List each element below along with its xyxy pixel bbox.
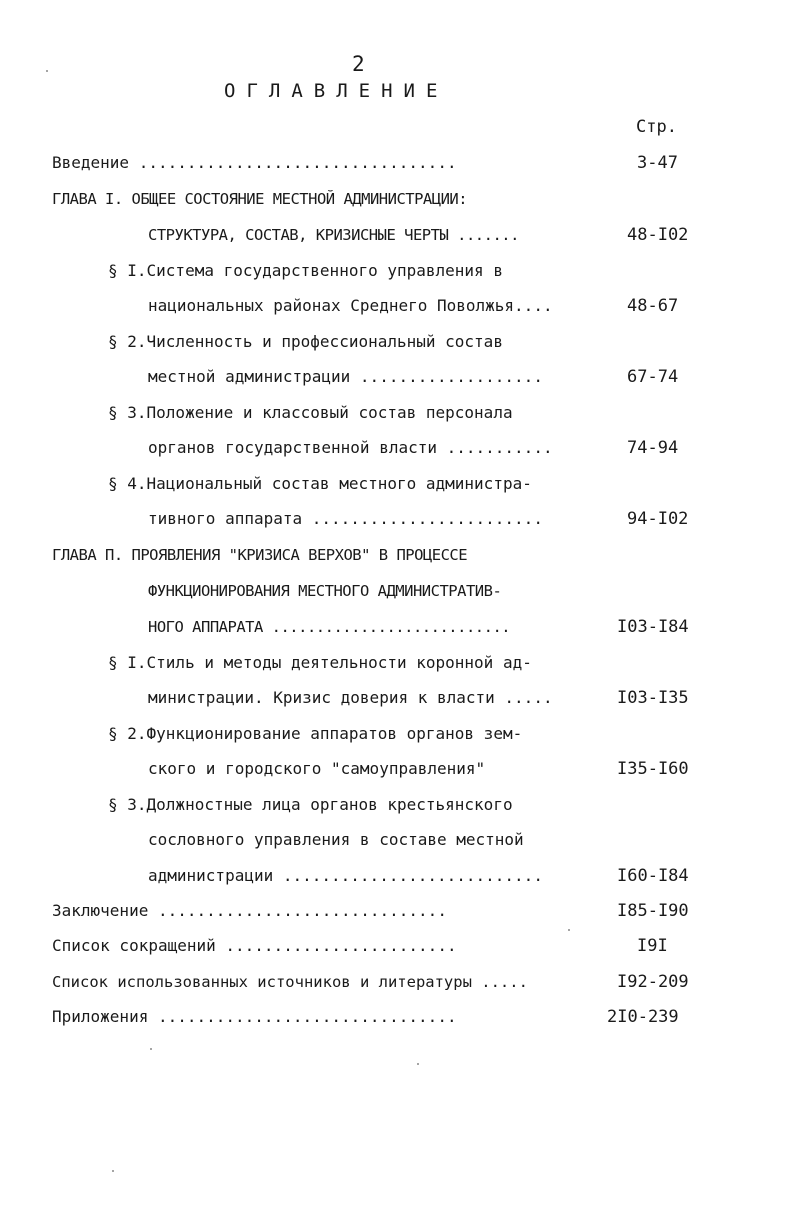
toc-chapter-1-line2: СТРУКТУРА, СОСТАВ, КРИЗИСНЫЕ ЧЕРТЫ .......: [148, 226, 519, 244]
toc-pages-ch2-section-2: I35-I60: [617, 759, 689, 779]
pages-column-label: Стр.: [636, 117, 677, 137]
scan-speck: [568, 929, 570, 931]
toc-pages-abbreviations: I9I: [637, 936, 668, 956]
toc-chapter-2-line3: НОГО АППАРАТА ...........................: [148, 618, 511, 636]
toc-pages-intro: 3-47: [637, 153, 678, 173]
scan-speck: [46, 70, 48, 72]
page-number: 2: [352, 52, 365, 76]
toc-ch1-section-2-line2: местной администрации ...................: [148, 367, 543, 386]
scan-speck: [112, 1170, 114, 1172]
toc-pages-ch2-section-3: I60-I84: [617, 866, 689, 886]
toc-entry-intro: Введение .................................: [52, 153, 457, 172]
toc-ch2-section-3-line1: § 3.Должностные лица органов крестьянского: [108, 795, 513, 814]
toc-ch2-section-3-line3: администрации ...........................: [148, 866, 543, 885]
toc-entry-sources: Список использованных источников и литературы .....: [52, 973, 528, 991]
toc-entry-conclusion: Заключение ..............................: [52, 901, 447, 920]
toc-pages-chapter-2: I03-I84: [617, 617, 689, 637]
toc-pages-ch1-section-4: 94-I02: [627, 509, 689, 529]
toc-entry-appendix: Приложения ...............................: [52, 1007, 457, 1026]
toc-ch2-section-1-line2: министрации. Кризис доверия к власти .....: [148, 688, 553, 707]
toc-ch1-section-3-line2: органов государственной власти ...........: [148, 438, 553, 457]
toc-ch2-section-1-line1: § I.Стиль и методы деятельности коронной ад-: [108, 653, 532, 672]
toc-ch1-section-4-line1: § 4.Национальный состав местного администра-: [108, 474, 532, 493]
toc-pages-conclusion: I85-I90: [617, 901, 689, 921]
toc-pages-ch2-section-1: I03-I35: [617, 688, 689, 708]
toc-pages-chapter-1: 48-I02: [627, 225, 689, 245]
toc-pages-appendix: 2I0-239: [607, 1007, 679, 1027]
page-title: ОГЛАВЛЕНИЕ: [224, 80, 449, 102]
toc-ch1-section-3-line1: § 3.Положение и классовый состав персонала: [108, 403, 513, 422]
toc-pages-sources: I92-209: [617, 972, 689, 992]
toc-ch2-section-2-line2: ского и городского "самоуправления": [148, 759, 486, 778]
toc-ch1-section-4-line2: тивного аппарата ........................: [148, 509, 543, 528]
toc-ch2-section-3-line2: сословного управления в составе местной: [148, 830, 524, 849]
scan-speck: [150, 1048, 152, 1050]
toc-pages-ch1-section-3: 74-94: [627, 438, 679, 458]
toc-chapter-2-line2: ФУНКЦИОНИРОВАНИЯ МЕСТНОГО АДМИНИСТРАТИВ-: [148, 582, 502, 600]
toc-pages-ch1-section-1: 48-67: [627, 296, 679, 316]
toc-ch1-section-1-line2: национальных районах Среднего Поволжья....: [148, 296, 553, 315]
toc-ch1-section-1-line1: § I.Система государственного управления в: [108, 261, 503, 280]
toc-ch1-section-2-line1: § 2.Численность и профессиональный состав: [108, 332, 503, 351]
toc-entry-abbreviations: Список сокращений ........................: [52, 936, 457, 955]
toc-ch2-section-2-line1: § 2.Функционирование аппаратов органов зем-: [108, 724, 523, 743]
scan-speck: [417, 1063, 419, 1065]
toc-chapter-2-line1: ГЛАВА П. ПРОЯВЛЕНИЯ "КРИЗИСА ВЕРХОВ" В ПРОЦЕССЕ: [52, 546, 468, 564]
toc-pages-ch1-section-2: 67-74: [627, 367, 679, 387]
toc-chapter-1-line1: ГЛАВА I. ОБЩЕЕ СОСТОЯНИЕ МЕСТНОЙ АДМИНИСТРАЦИИ:: [52, 190, 468, 208]
